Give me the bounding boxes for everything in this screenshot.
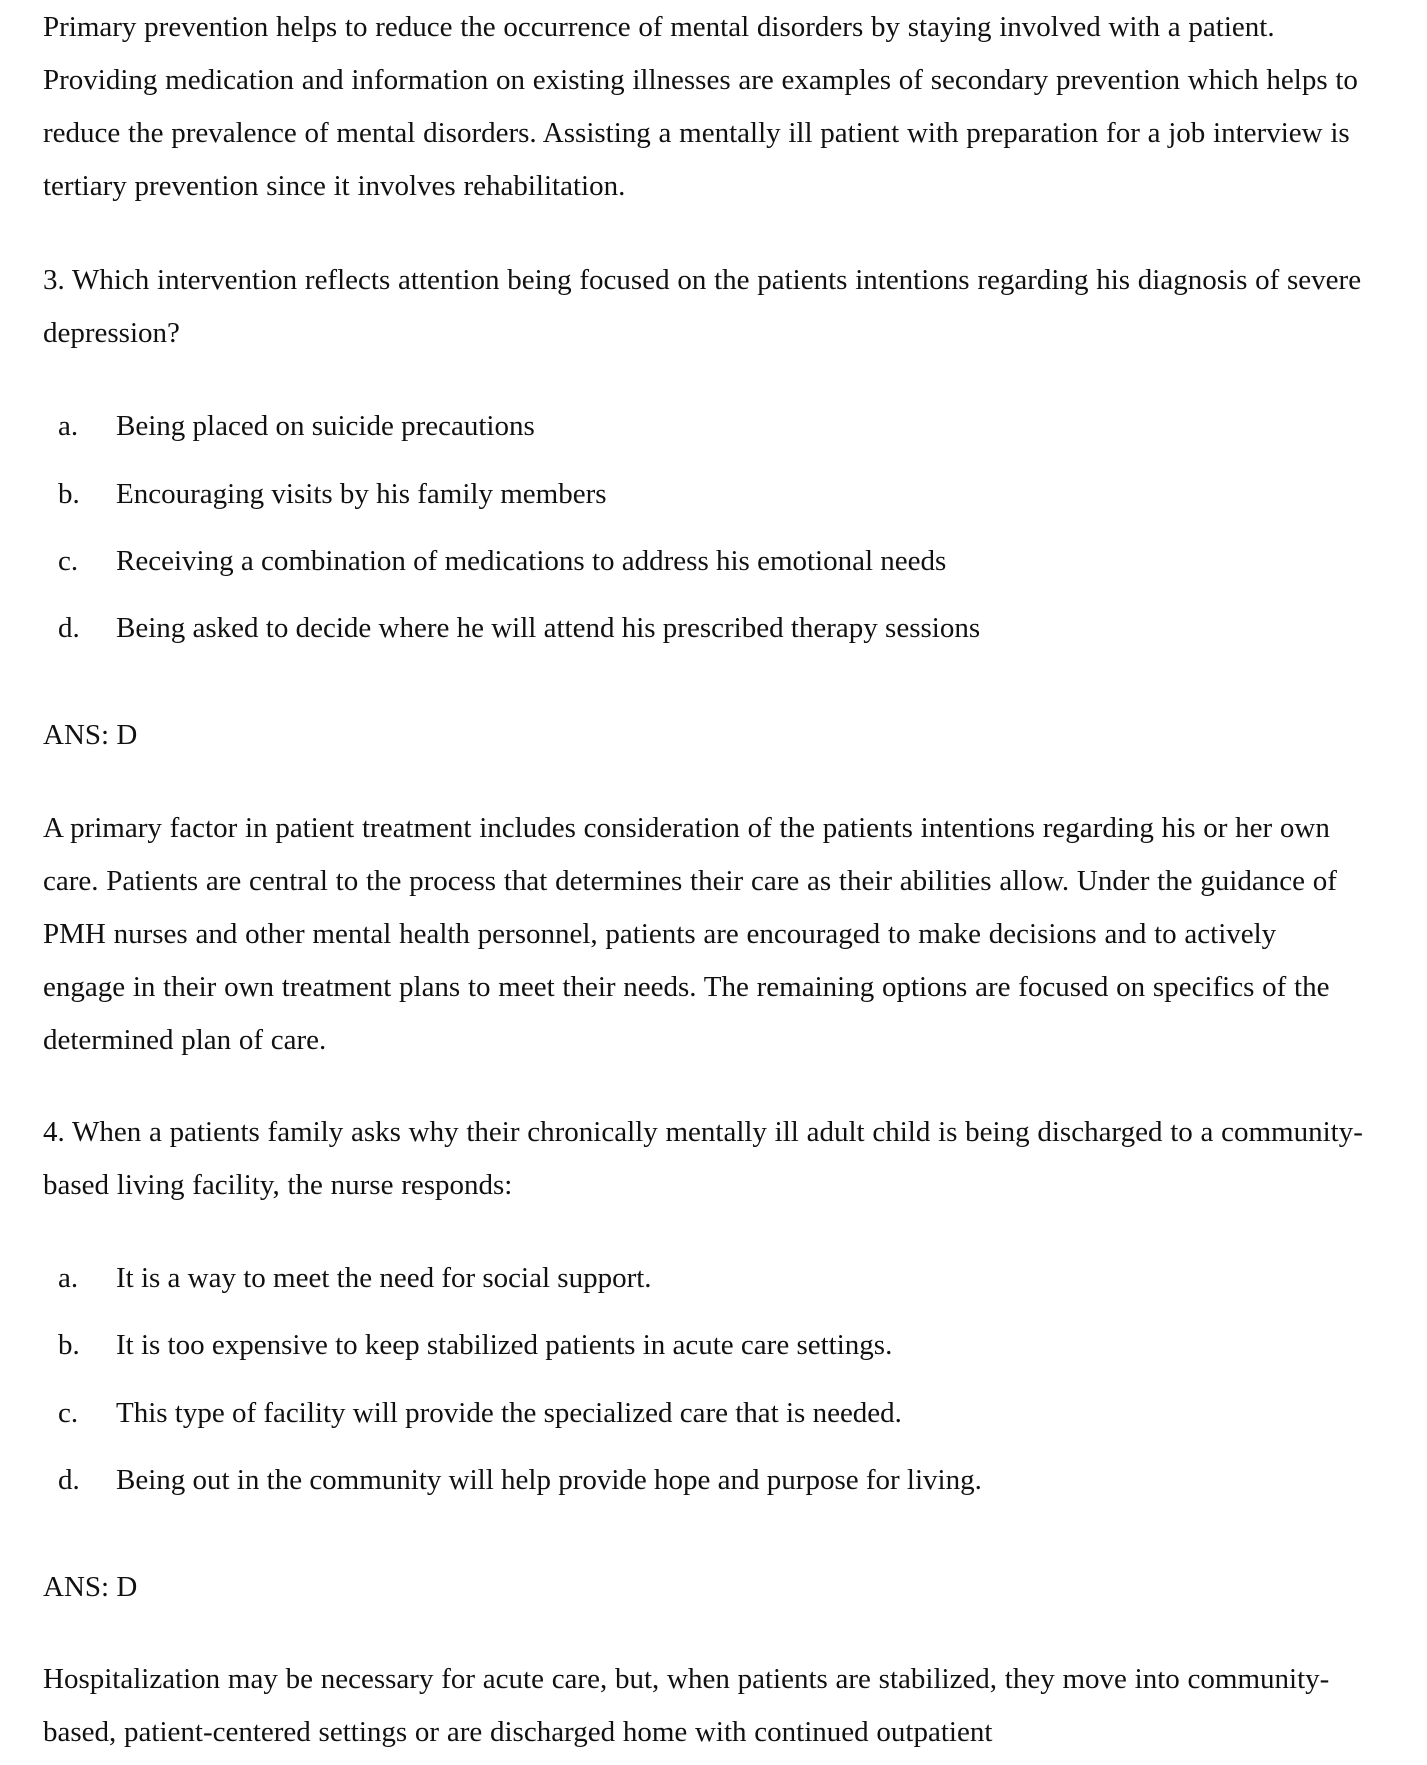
option-text: Being asked to decide where he will attend his prescribed therapy sessions [116,612,981,644]
option-letter: a. [58,410,79,442]
question-4-option-b [55,1325,1355,1365]
option-letter: c. [58,545,79,577]
option-letter: b. [58,1329,80,1361]
question-4-stem: 4. When a patients family asks why their chronically mentally ill adult child is being discharged to a community-based living facility, the nurse responds: [43,1116,1363,1201]
option-letter: b. [58,478,80,510]
question-3-stem: 3. Which intervention reflects attention being focused on the patients intentions regarding his diagnosis of severe depression? [43,264,1362,349]
option-text: Encouraging visits by his family members [116,478,607,510]
option-letter: a. [58,1262,79,1294]
question-4-answer: ANS: D [43,1571,138,1603]
intro-paragraph: Primary prevention helps to reduce the occurrence of mental disorders by staying involved with a patient. Providing medication and information on existing illnesses are examples of secondary prevention which helps to reduce the prevalence of mental disorders. Assisting a mentally ill patient with preparation for a job interview is tertiary prevention since it involves rehabilitation. [43,11,1358,202]
option-text: It is too expensive to keep stabilized patients in acute care settings. [116,1329,893,1361]
question-3-option-c [55,541,1355,581]
option-letter: d. [58,1464,80,1496]
question-4-option-c [55,1393,1355,1433]
question-3-rationale: A primary factor in patient treatment includes consideration of the patients intentions regarding his or her own care. Patients are central to the process that determines their care as their abilities allow. Under the guidance of PMH nurses and other mental health personnel, patients are encouraged to make decisions and to actively engage in their own treatment plans to meet their needs. The remaining options are focused on specifics of the determined plan of care. [43,812,1337,1056]
question-4-option-a [55,1258,1355,1298]
option-text: This type of facility will provide the specialized care that is needed. [116,1397,902,1429]
option-text: Receiving a combination of medications to address his emotional needs [116,545,947,577]
question-3-option-b [55,474,1355,514]
option-text: Being placed on suicide precautions [116,410,535,442]
question-3-option-d [55,608,1355,648]
question-4-option-d [55,1460,1355,1500]
option-text: Being out in the community will help provide hope and purpose for living. [116,1464,982,1496]
question-3-option-a [55,406,1355,446]
option-text: It is a way to meet the need for social support. [116,1262,652,1294]
option-letter: c. [58,1397,79,1429]
question-3-answer: ANS: D [43,719,138,751]
option-letter: d. [58,612,80,644]
question-4-rationale: Hospitalization may be necessary for acute care, but, when patients are stabilized, they move into community-based, patient-centered settings or are discharged home with continued outpatient [43,1663,1330,1748]
